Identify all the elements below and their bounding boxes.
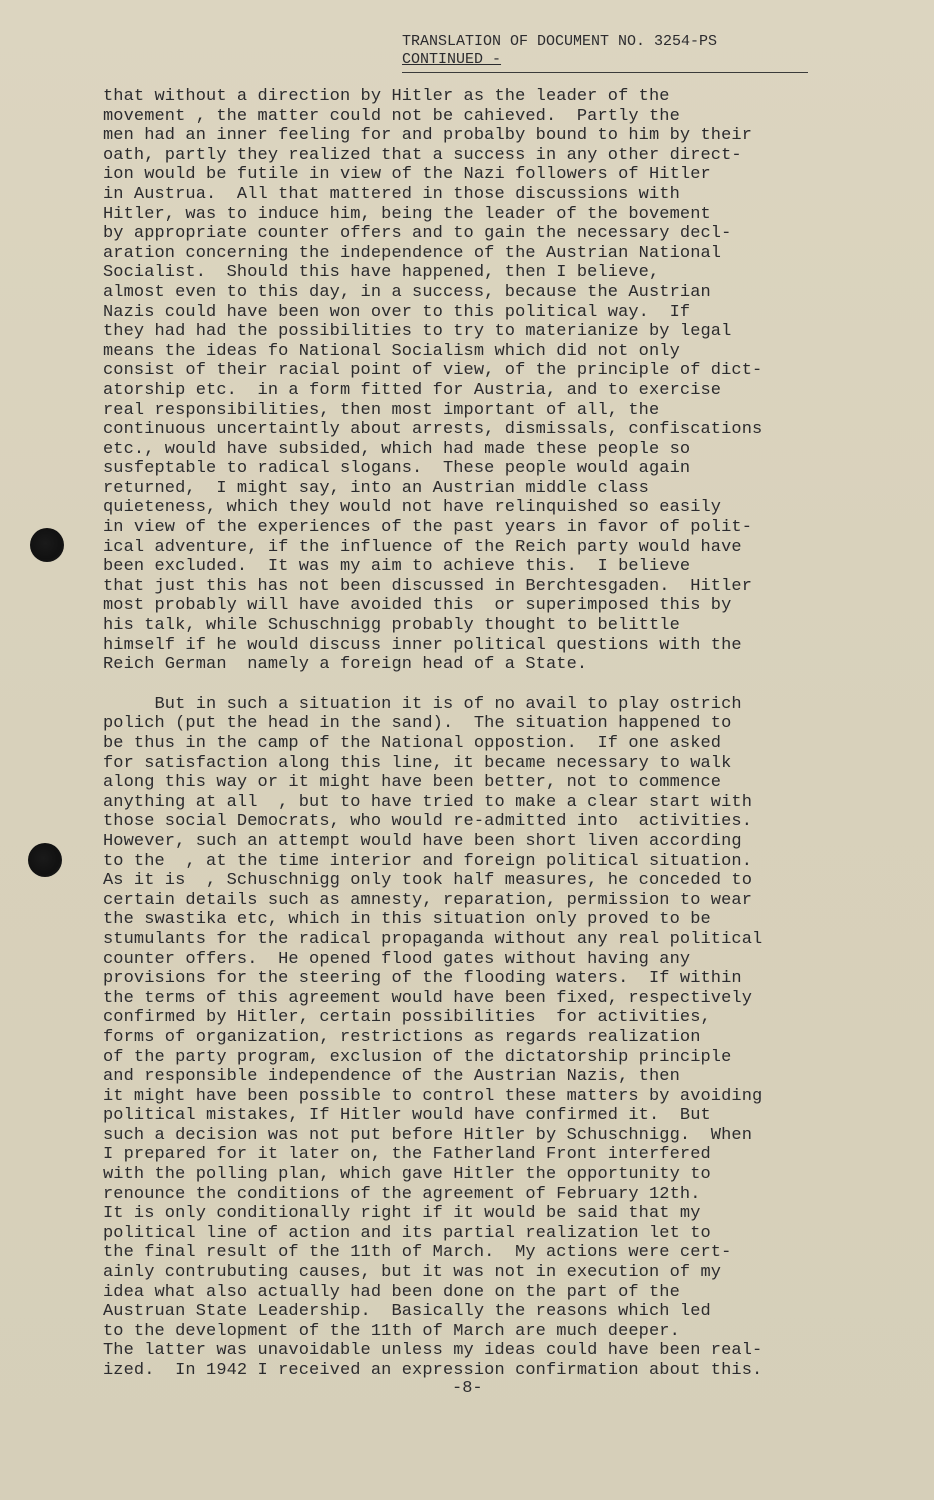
document-header xyxy=(402,33,808,69)
text-line: with the polling plan, which gave Hitler the opportunity to xyxy=(103,1165,711,1185)
text-line: Nazis could have been won over to this political way. If xyxy=(103,302,691,322)
text-line: I prepared for it later on, the Fatherland Front interfered xyxy=(103,1145,711,1165)
text-line: real responsibilities, then most important of all, the xyxy=(103,400,660,420)
text-line: idea what also actually had been done on the part of the xyxy=(103,1282,680,1302)
text-line: renounce the conditions of the agreement of February 12th. xyxy=(103,1184,701,1204)
text-line: stumulants for the radical propaganda without any real political xyxy=(103,929,763,949)
text-line: political line of action and its partial realization let to xyxy=(103,1223,711,1243)
text-line: it might have been possible to control these matters by avoiding xyxy=(103,1086,763,1106)
text-line: It is only conditionally right if it would be said that my xyxy=(103,1204,701,1224)
text-line: anything at all , but to have tried to make a clear start with xyxy=(103,792,753,812)
text-line: by appropriate counter offers and to gain the necessary decl- xyxy=(103,224,732,244)
text-line: Reich German namely a foreign head of a State. xyxy=(103,655,588,675)
text-line: However, such an attempt would have been short liven according xyxy=(103,831,742,851)
text-line: of the party program, exclusion of the dictatorship principle xyxy=(103,1047,732,1067)
text-line: to the , at the time interior and foreign political situation. xyxy=(103,851,753,871)
paragraph-gap xyxy=(103,675,863,695)
text-line: the terms of this agreement would have been fixed, respectively xyxy=(103,988,753,1008)
text-line: they had had the possibilities to try to materianize by legal xyxy=(103,322,732,342)
text-line: that without a direction by Hitler as the leader of the xyxy=(103,87,670,106)
text-line: ainly contrubuting causes, but it was not in execution of my xyxy=(103,1263,722,1283)
text-line: provisions for the steering of the flooding waters. If within xyxy=(103,969,742,989)
text-line: means the ideas fo National Socialism which did not only xyxy=(103,341,680,361)
paragraph xyxy=(103,695,863,1381)
text-line: along this way or it might have been better, not to commence xyxy=(103,773,722,793)
text-line: atorship etc. in a form fitted for Austria, and to exercise xyxy=(103,380,722,400)
text-line: As it is , Schuschnigg only took half measures, he conceded to xyxy=(103,871,753,891)
text-line: for satisfaction along this line, it became necessary to walk xyxy=(103,753,732,773)
text-line: the swastika etc, which in this situation only proved to be xyxy=(103,910,711,930)
text-line: himself if he would discuss inner political questions with the xyxy=(103,635,742,655)
text-line: men had an inner feeling for and probalby bound to him by their xyxy=(103,126,753,146)
punch-hole xyxy=(28,843,62,877)
text-line: susfeptable to radical slogans. These people would again xyxy=(103,459,691,479)
text-line: polich (put the head in the sand). The situation happened to xyxy=(103,714,732,734)
text-line: that just this has not been discussed in Berchtesgaden. Hitler xyxy=(103,576,753,596)
text-line: oath, partly they realized that a success in any other direct- xyxy=(103,145,742,165)
text-line: Austruan State Leadership. Basically the reasons which led xyxy=(103,1302,711,1322)
text-line: the final result of the 11th of March. My actions were cert- xyxy=(103,1243,732,1263)
header-continued: CONTINUED - xyxy=(402,51,502,68)
text-line: movement , the matter could not be cahieved. Partly the xyxy=(103,106,680,126)
page-number: -8- xyxy=(452,1379,483,1398)
text-line: political mistakes, If Hitler would have confirmed it. But xyxy=(103,1106,711,1126)
text-line: forms of organization, restrictions as regards realization xyxy=(103,1027,701,1047)
text-line: Hitler, was to induce him, being the leader of the bovement xyxy=(103,204,711,224)
header-title: TRANSLATION OF DOCUMENT NO. 3254-PS xyxy=(402,33,718,50)
header-rule xyxy=(402,72,808,73)
text-line: consist of their racial point of view, of the principle of dict- xyxy=(103,361,763,381)
text-line: almost even to this day, in a success, because the Austrian xyxy=(103,282,711,302)
punch-hole xyxy=(30,528,64,562)
paragraph xyxy=(103,87,863,675)
text-line: continuous uncertaintly about arrests, dismissals, confiscations xyxy=(103,420,763,440)
text-line: such a decision was not put before Hitler by Schuschnigg. When xyxy=(103,1125,753,1145)
text-line: his talk, while Schuschnigg probably thought to belittle xyxy=(103,616,680,636)
text-line: counter offers. He opened flood gates without having any xyxy=(103,949,691,969)
text-line: been excluded. It was my aim to achieve this. I believe xyxy=(103,557,691,577)
text-line: The latter was unavoidable unless my ideas could have been real- xyxy=(103,1341,763,1361)
body-text xyxy=(103,87,863,1381)
text-line: certain details such as amnesty, reparation, permission to wear xyxy=(103,890,753,910)
text-line: confirmed by Hitler, certain possibilities for activities, xyxy=(103,1008,711,1028)
text-line: quieteness, which they would not have relinquished so easily xyxy=(103,498,722,518)
text-line: But in such a situation it is of no avail to play ostrich xyxy=(103,694,742,714)
text-line: ized. In 1942 I received an expression confirmation about this. xyxy=(103,1361,763,1380)
text-line: in Austrua. All that mattered in those discussions with xyxy=(103,184,680,204)
text-line: ion would be futile in view of the Nazi followers of Hitler xyxy=(103,165,711,185)
text-line: aration concerning the independence of the Austrian National xyxy=(103,243,722,263)
text-line: returned, I might say, into an Austrian middle class xyxy=(103,478,649,498)
text-line: ical adventure, if the influence of the Reich party would have xyxy=(103,537,742,557)
text-line: those social Democrats, who would re-admitted into activities. xyxy=(103,812,753,832)
text-line: and responsible independence of the Austrian Nazis, then xyxy=(103,1067,680,1087)
text-line: be thus in the camp of the National oppostion. If one asked xyxy=(103,734,722,753)
text-line: to the development of the 11th of March are much deeper. xyxy=(103,1321,680,1341)
text-line: etc., would have subsided, which had made these people so xyxy=(103,439,691,459)
text-line: Socialist. Should this have happened, then I believe, xyxy=(103,263,660,283)
text-line: most probably will have avoided this or superimposed this by xyxy=(103,596,732,616)
text-line: in view of the experiences of the past years in favor of polit- xyxy=(103,518,753,538)
